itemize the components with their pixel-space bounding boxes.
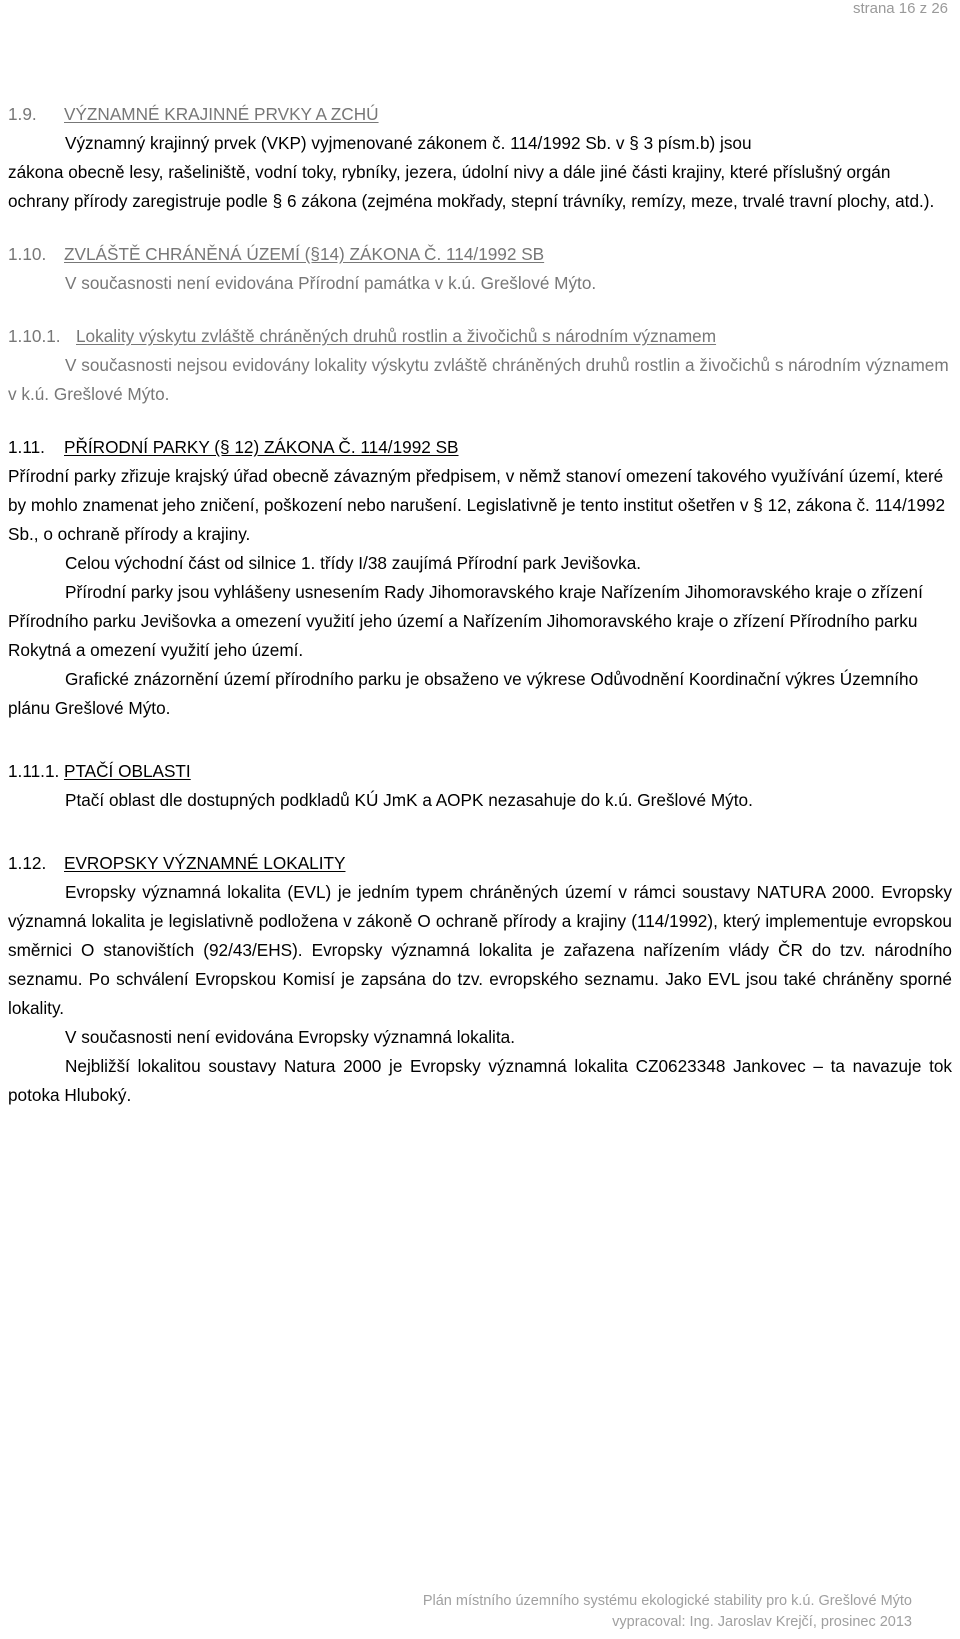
parky-paragraph-4: Grafické znázornění území přírodního parku je obsaženo ve výkrese Odůvodnění Koordinační výkres Územního plánu Grešlové Mýto.: [8, 669, 919, 718]
evl-paragraph-3: Nejbližší lokalitou soustavy Natura 2000 je Evropsky významná lokalita CZ0623348 Jankovec – ta navazuje tok potoka Hluboký.: [8, 1056, 952, 1105]
page-footer: [312, 1591, 912, 1633]
section-heading-1-10-1: [8, 322, 952, 351]
footer-plan-title: Plán místního územního systému ekologické stability pro k.ú. Grešlové Mýto: [422, 1593, 912, 1609]
section-title: PTAČÍ OBLASTI: [64, 761, 191, 781]
section-number: 1.11.: [8, 437, 45, 457]
lokality-paragraph: V současnosti nejsou evidovány lokality výskytu zvláště chráněných druhů rostlin a živočichů s národním významem v k.ú. Grešlové Mýto.: [8, 355, 949, 404]
evl-paragraph-1: Evropsky významná lokalita (EVL) je jedním typem chráněných území v rámci soustavy NATURA 2000. Evropsky významná lokalita je legislativně podložena v zákoně O ochraně přírody a krajiny (114/1992), který implementuje evropskou směrnici O stanovištích (92/43/EHS). Evropsky významná lokalita je zařazena nařízením vlády ČR do tzv. národního seznamu. Po schválení Evropskou Komisí je zapsána do tzv. evropského seznamu. Jako EVL jsou také chráněny sporné lokality.: [8, 882, 952, 1018]
footer-author: vypracoval: Ing. Jaroslav Krejčí, prosinec 2013: [612, 1614, 912, 1630]
parky-paragraph-2: Celou východní část od silnice 1. třídy I/38 zaujímá Přírodní park Jevišovka.: [65, 553, 642, 573]
section-heading-1-10: [8, 240, 952, 269]
page-number-label: strana 16 z 26: [852, 0, 948, 17]
parky-paragraph-1: Přírodní parky zřizuje krajský úřad obecně závazným předpisem, v němž stanoví omezení takového využívání území, které by mohlo znamenat jeho zničení, poškození nebo narušení. Legislativně je tento institut ošetřen v § 12, zákona č. 114/1992 Sb., o ochraně přírody a krajiny.: [8, 466, 946, 544]
vkp-paragraph-rest: zákona obecně lesy, rašeliniště, vodní toky, rybníky, jezera, údolní nivy a dále jiné části krajiny, které příslušný orgán ochrany přírody zaregistruje podle § 6 zákona (zejména mokřady, stepní trávníky, remízy, meze, trvalé travní plochy, atd.).: [8, 162, 935, 211]
document-body: [8, 100, 952, 1110]
parky-paragraph-3: Přírodní parky jsou vyhlášeny usnesením Rady Jihomoravského kraje Nařízením Jihomoravského kraje o zřízení Přírodního parku Jevišovka a omezení využití jeho území a Nařízením Jihomoravského kraje o zřízení Přírodního parku Rokytná a omezení využití jeho území.: [8, 582, 923, 660]
section-title: PŘÍRODNÍ PARKY (§ 12) ZÁKONA Č. 114/1992 SB: [64, 437, 459, 457]
section-title: Lokality výskytu zvláště chráněných druhů rostlin a živočichů s národním významem: [76, 326, 717, 346]
section-heading-1-11-1: [8, 757, 952, 786]
ptaci-oblast-paragraph: Ptačí oblast dle dostupných podkladů KÚ JmK a AOPK nezasahuje do k.ú. Grešlové Mýto.: [65, 790, 753, 810]
section-number: 1.9.: [8, 104, 37, 124]
section-title: ZVLÁŠTĚ CHRÁNĚNÁ ÚZEMÍ (§14) ZÁKONA Č. 114/1992 SB: [64, 244, 545, 264]
zchu-paragraph: V současnosti není evidována Přírodní památka v k.ú. Grešlové Mýto.: [65, 273, 597, 293]
evl-paragraph-2: V současnosti není evidována Evropsky významná lokalita.: [65, 1027, 515, 1047]
section-number: 1.10.: [8, 244, 47, 264]
vkp-paragraph-line1: Významný krajinný prvek (VKP) vyjmenované zákonem č. 114/1992 Sb. v § 3 písm.b) jsou: [65, 133, 752, 153]
section-number: 1.11.1.: [8, 761, 60, 781]
section-heading-1-11: [8, 433, 952, 462]
section-heading-1-12: [8, 849, 952, 878]
section-number: 1.12.: [8, 853, 47, 873]
section-title: EVROPSKY VÝZNAMNÉ LOKALITY: [64, 853, 346, 873]
section-heading-1-9: [8, 100, 952, 129]
section-number: 1.10.1.: [8, 326, 61, 346]
section-title: VÝZNAMNÉ KRAJINNÉ PRVKY A ZCHÚ: [64, 104, 379, 124]
